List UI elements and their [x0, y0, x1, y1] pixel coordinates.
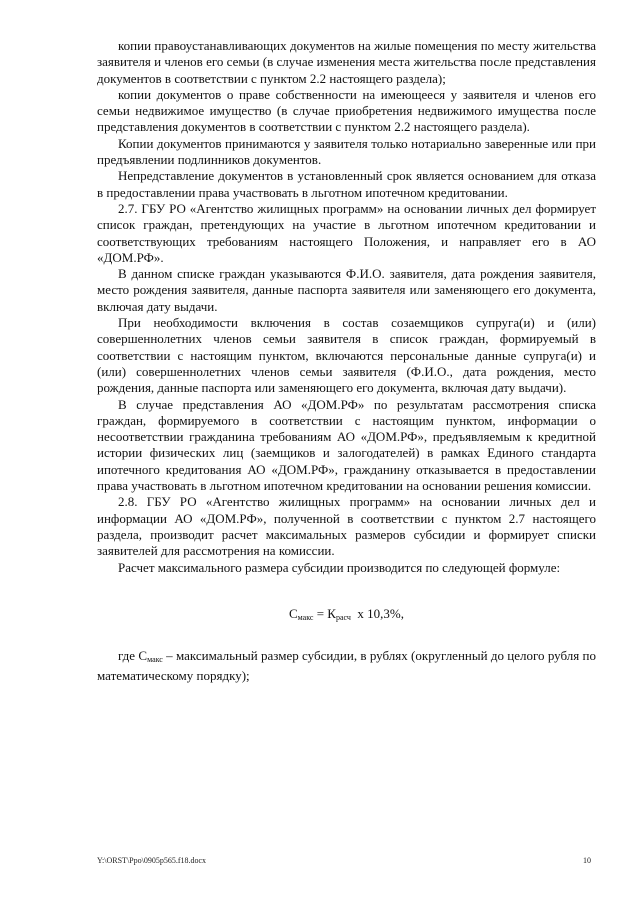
paragraph-refusal-grounds: Непредставление документов в установленный срок является основанием для отказа в предоставлении права участвовать в льготном ипотечном кредитовании.	[97, 168, 596, 200]
paragraph-notarized-copies: Копии документов принимаются у заявителя только нотариально заверенные или при предъявлении подлинников документов.	[97, 135, 596, 168]
formula-lhs: С	[288, 605, 298, 621]
footer-page-number: 10	[583, 856, 591, 865]
paragraph-definition	[97, 648, 596, 685]
formula-equals: = К	[313, 605, 336, 621]
definition-prefix: где С	[118, 647, 148, 663]
paragraph-section-2-7: 2.7. ГБУ РО «Агентство жилищных программ» на основании личных дел формирует список граждан, претендующих на участие в льготном ипотечном кредитовании и соответствующих требованиям настоящего Положения, и направляет его в АО «ДОМ.РФ».	[97, 200, 596, 265]
definition-text: – максимальный размер субсидии, в рублях (округленный до целого рубля по математическому порядку);	[97, 647, 597, 684]
paragraph-credit-history: В случае представления АО «ДОМ.РФ» по результатам рассмотрения списка граждан, формируемого в соответствии с настоящим пунктом, информации о несоответствии гражданина требованиям АО «ДОМ.РФ», предъявляемым к кредитной истории физических лиц (заемщиков и залогодателей) в рамках Единого стандарта ипотечного кредитования АО «ДОМ.РФ», гражданину отказывается в предоставлении права участвовать в льготном ипотечном кредитовании на основании решения комиссии.	[97, 396, 596, 494]
definition-subscript: макс	[147, 654, 163, 664]
subsidy-formula	[97, 606, 596, 626]
paragraph-formula-intro: Расчет максимального размера субсидии производится по следующей формуле:	[118, 559, 561, 575]
footer-file-path: Y:\ORST\Ppo\0905p565.f18.docx	[97, 856, 207, 865]
paragraph-list-contents: В данном списке граждан указываются Ф.И.О. заявителя, дата рождения заявителя, место рождения заявителя, данные паспорта заявителя или заменяющего его документа, включая дату выдачи.	[97, 266, 596, 314]
paragraph-section-2-8: 2.8. ГБУ РО «Агентство жилищных программ» на основании личных дел и информации АО «ДОМ.РФ», полученной в соответствии с пунктом 2.7 настоящего раздела, производит расчет максимальных размеров субсидии и формирует списки заявителей для рассмотрения на комиссии.	[97, 494, 596, 559]
paragraph-co-borrowers: При необходимости включения в состав созаемщиков супруга(и) и (или) совершеннолетних членов семьи заявителя в список граждан, формируемый в соответствии с настоящим пунктом, включаются персональные данные супруга(и) и (или) совершеннолетних членов семьи заявителя (Ф.И.О., дата рождения, место рождения, данные паспорта или заменяющего его документа, включая дату выдачи).	[97, 315, 596, 396]
formula-lhs-subscript: макс	[297, 612, 314, 622]
paragraph-ownership-docs: копии правоустанавливающих документов на жилые помещения по месту жительства заявителя и членов его семьи (в случае изменения места жительства после представления документов в соответствии с пунктом 2.2 настоящего раздела);	[97, 38, 596, 86]
formula-tail: х 10,3%,	[350, 605, 405, 621]
paragraph-property-docs: копии документов о праве собственности на имеющееся у заявителя и членов его семьи недвижимое имущество (в случае приобретения недвижимого имущества после представления документов в соответствии с пунктом 2.2 настоящего раздела).	[97, 86, 596, 135]
formula-rhs-subscript: расч	[335, 612, 351, 622]
document-body	[97, 38, 596, 684]
